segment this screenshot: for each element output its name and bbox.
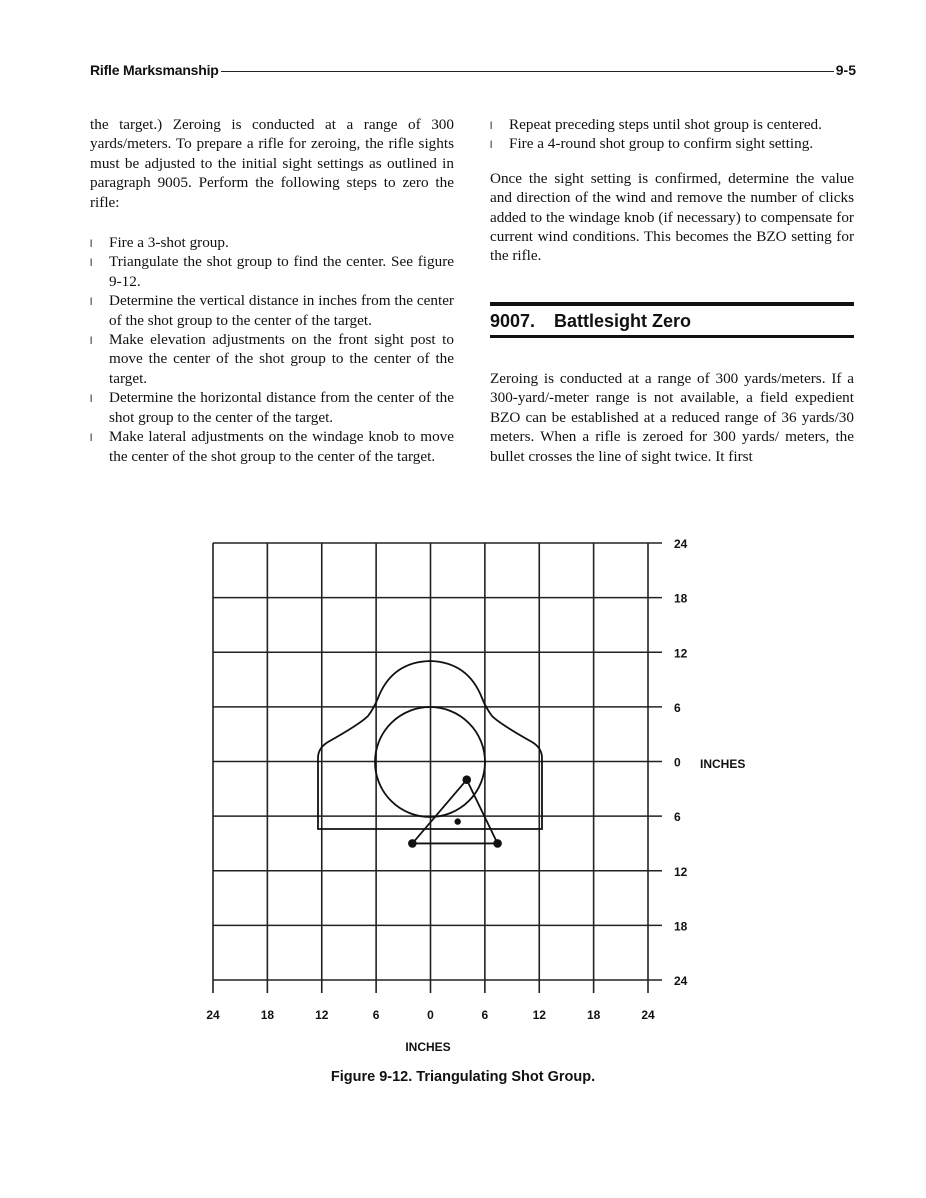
y-tick-label: 0 <box>674 755 681 770</box>
y-tick-label: 24 <box>674 537 688 551</box>
silhouette-outline <box>318 661 542 829</box>
zeroing-steps-list <box>90 233 454 466</box>
y-tick-label: 6 <box>674 810 681 825</box>
shot-hole <box>494 840 501 847</box>
section-title-text: Battlesight Zero <box>554 311 692 331</box>
chapter-title: Rifle Marksmanship <box>90 62 219 78</box>
y-tick-label: 6 <box>674 700 681 715</box>
heading-rule-top <box>490 302 854 306</box>
x-tick-label: 24 <box>206 1008 220 1022</box>
bullet-icon: l <box>490 121 493 132</box>
figure-caption: Figure 9-12. Triangulating Shot Group. <box>330 1069 596 1085</box>
section-heading <box>490 302 854 340</box>
aiming-circle <box>375 707 485 817</box>
bzo-paragraph: Once the sight setting is confirmed, determine the value and direction of the wind and remove the number of clicks added to the windage knob (if necessary) to compensate for current wind conditions. This becomes the BZO setting for the rifle. <box>490 169 854 265</box>
x-tick-label: 12 <box>315 1008 329 1022</box>
x-axis-tick-labels <box>206 1008 655 1022</box>
shot-triangle <box>412 780 497 844</box>
y-axis-label: INCHES <box>700 757 746 771</box>
group-center-dot <box>454 818 460 824</box>
y-tick-label: 12 <box>674 646 688 661</box>
heading-rule-bottom <box>490 335 854 338</box>
list-item: l Fire a 4-round shot group to confirm sight setting. <box>490 134 854 153</box>
intro-paragraph: the target.) Zeroing is conducted at a range of 300 yards/meters. To prepare a rifle for zeroing, the rifle sights must be adjusted to the initial sight settings as outlined in paragraph 9005. Perform the following steps to zero the rifle: <box>90 116 454 211</box>
section-paragraph: Zeroing is conducted at a range of 300 yards/meters. If a 300-yard/-meter range is not available, a field expedient BZO can be established at a reduced range of 36 yards/30 meters. When a rifle is zeroed for 300 yards/ meters, the bullet crosses the line of sight twice. It first <box>490 370 854 465</box>
x-axis-label: INCHES <box>405 1040 451 1054</box>
section-number: 9007. <box>490 311 536 331</box>
x-tick-label: 0 <box>427 1008 434 1022</box>
list-item: l Make elevation adjustments on the front sight post to move the center of the shot group to the center of the target. <box>90 331 454 387</box>
bullet-icon: l <box>490 140 493 152</box>
bullet-icon: l <box>90 239 93 251</box>
bullet-icon: l <box>90 336 93 348</box>
bullet-icon: l <box>90 258 93 270</box>
y-tick-label: 18 <box>674 591 688 606</box>
grid-lines <box>213 543 662 993</box>
section-body <box>490 369 854 466</box>
shot-hole <box>463 776 470 783</box>
continued-steps-list <box>490 115 854 154</box>
x-tick-label: 6 <box>372 1008 380 1022</box>
list-item: l Triangulate the shot group to find the center. See figure 9-12. <box>90 253 454 290</box>
y-tick-label: 12 <box>674 864 688 879</box>
right-column <box>490 115 854 266</box>
x-tick-label: 18 <box>260 1008 275 1022</box>
y-tick-label: 24 <box>674 974 688 988</box>
running-header <box>90 61 856 79</box>
list-item: l Determine the horizontal distance from the center of the shot group to the center of the target. <box>90 389 454 426</box>
shot-hole <box>409 840 416 847</box>
silhouette-target <box>318 661 542 829</box>
bullet-icon: l <box>90 394 93 406</box>
x-tick-label: 12 <box>532 1008 546 1022</box>
list-item: l Make lateral adjustments on the windage knob to move the center of the shot group to the center of the target. <box>90 428 454 465</box>
bullet-icon: l <box>90 297 93 309</box>
shot-group <box>409 776 501 847</box>
left-column <box>90 115 454 466</box>
x-tick-label: 18 <box>586 1008 601 1022</box>
page-number: 9-5 <box>835 62 856 78</box>
section-title <box>490 311 691 332</box>
x-tick-label: 24 <box>641 1008 655 1022</box>
header-rule <box>221 71 834 72</box>
list-item: l Repeat preceding steps until shot group is centered. <box>490 115 854 134</box>
y-axis-tick-labels <box>674 537 688 988</box>
list-item: l Fire a 3-shot group. <box>90 233 454 252</box>
y-tick-label: 18 <box>674 919 688 934</box>
bullet-icon: l <box>90 433 93 445</box>
list-item: l Determine the vertical distance in inches from the center of the shot group to the center of the target. <box>90 292 454 329</box>
x-tick-label: 6 <box>481 1008 489 1022</box>
